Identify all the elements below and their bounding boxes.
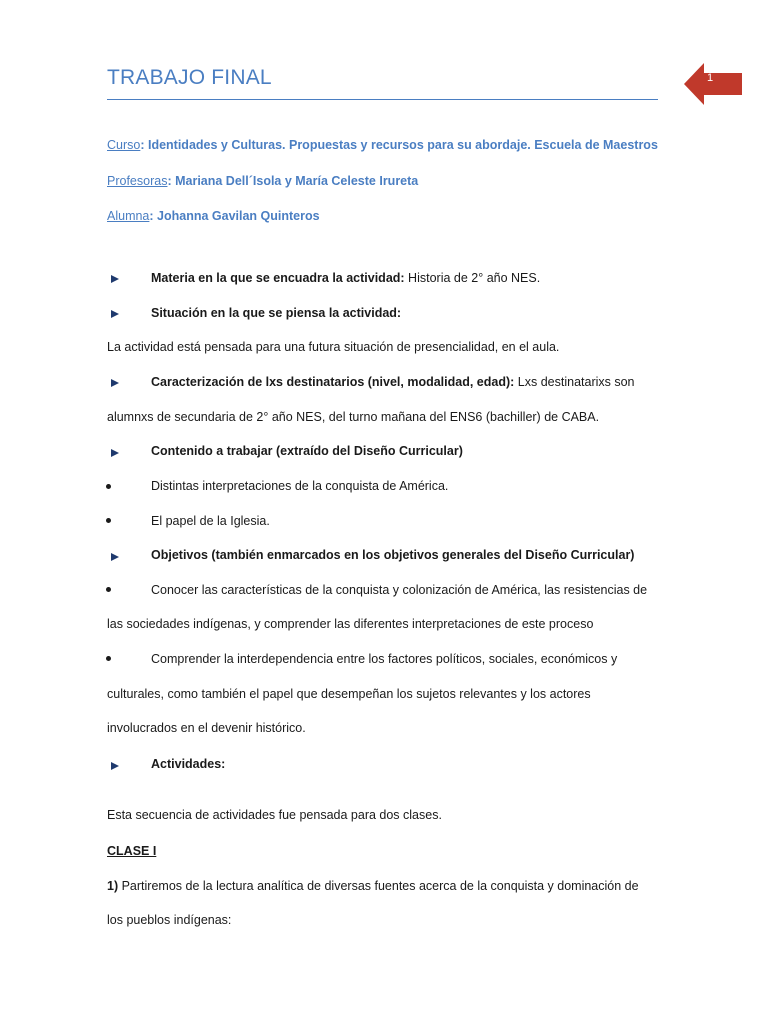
document-title: TRABAJO FINAL [107,66,272,89]
objetivo2-line3: involucrados en el devenir histórico. [107,721,306,735]
course-line [107,138,658,152]
destinatarios-value: Lxs destinatarixs son [514,375,635,389]
bullet-arrow-icon [111,449,119,457]
contenido-label: Contenido a trabajar (extraído del Diseño Curricular) [151,444,463,458]
materia-line [151,271,540,285]
paso1-text: Partiremos de la lectura analítica de diversas fuentes acerca de la conquista y dominación de [118,879,639,893]
objetivo1-line1: Conocer las características de la conquista y colonización de América, las resistencias de [151,583,648,597]
title-underline [107,99,658,100]
bullet-arrow-icon [111,310,119,318]
actividades-label: Actividades: [151,757,226,771]
page-number: 1 [707,72,714,84]
contenido-item: Distintas interpretaciones de la conquista de América. [151,479,449,493]
teachers-value: : Mariana Dell´Isola y María Celeste Irureta [167,174,419,188]
bullet-arrow-icon [111,379,119,387]
bullet-arrow-icon [111,553,119,561]
paso1-line2: los pueblos indígenas: [107,913,232,927]
materia-label: Materia en la que se encuadra la actividad: [151,271,405,285]
bullet-dot-icon [106,518,111,523]
situacion-label: Situación en la que se piensa la actividad: [151,306,402,320]
bullet-arrow-icon [111,275,119,283]
course-value: : Identidades y Culturas. Propuestas y recursos para su abordaje. Escuela de Maestros [140,138,658,152]
course-label: Curso [107,138,141,152]
clase-heading: CLASE I [107,844,157,858]
student-value: : Johanna Gavilan Quinteros [149,209,320,223]
bullet-arrow-icon [111,762,119,770]
teachers-line [107,174,418,188]
page-number-arrow-icon [684,63,742,105]
bullet-dot-icon [106,587,111,592]
destinatarios-label: Caracterización de lxs destinatarios (nivel, modalidad, edad): [151,375,515,389]
bullet-dot-icon [106,484,111,489]
destinatarios-cont: alumnxs de secundaria de 2° año NES, del turno mañana del ENS6 (bachiller) de CABA. [107,410,600,424]
student-line [107,209,320,223]
paso1-number: 1) [107,879,119,893]
objetivo2-line1: Comprender la interdependencia entre los factores políticos, sociales, económicos y [151,652,618,666]
paso1-line1 [107,879,639,893]
secuencia-text: Esta secuencia de actividades fue pensada para dos clases. [107,808,442,822]
teachers-label: Profesoras [107,174,168,188]
bullet-dot-icon [106,656,111,661]
situacion-text: La actividad está pensada para una futura situación de presencialidad, en el aula. [107,340,560,354]
objetivo2-line2: culturales, como también el papel que desempeñan los sujetos relevantes y los actores [107,687,591,701]
materia-value: Historia de 2° año NES. [404,271,541,285]
destinatarios-line [151,375,635,389]
objetivos-label: Objetivos (también enmarcados en los objetivos generales del Diseño Curricular) [151,548,635,562]
student-label: Alumna [107,209,150,223]
contenido-item: El papel de la Iglesia. [151,514,270,528]
objetivo1-line2: las sociedades indígenas, y comprender las diferentes interpretaciones de este proceso [107,617,594,631]
